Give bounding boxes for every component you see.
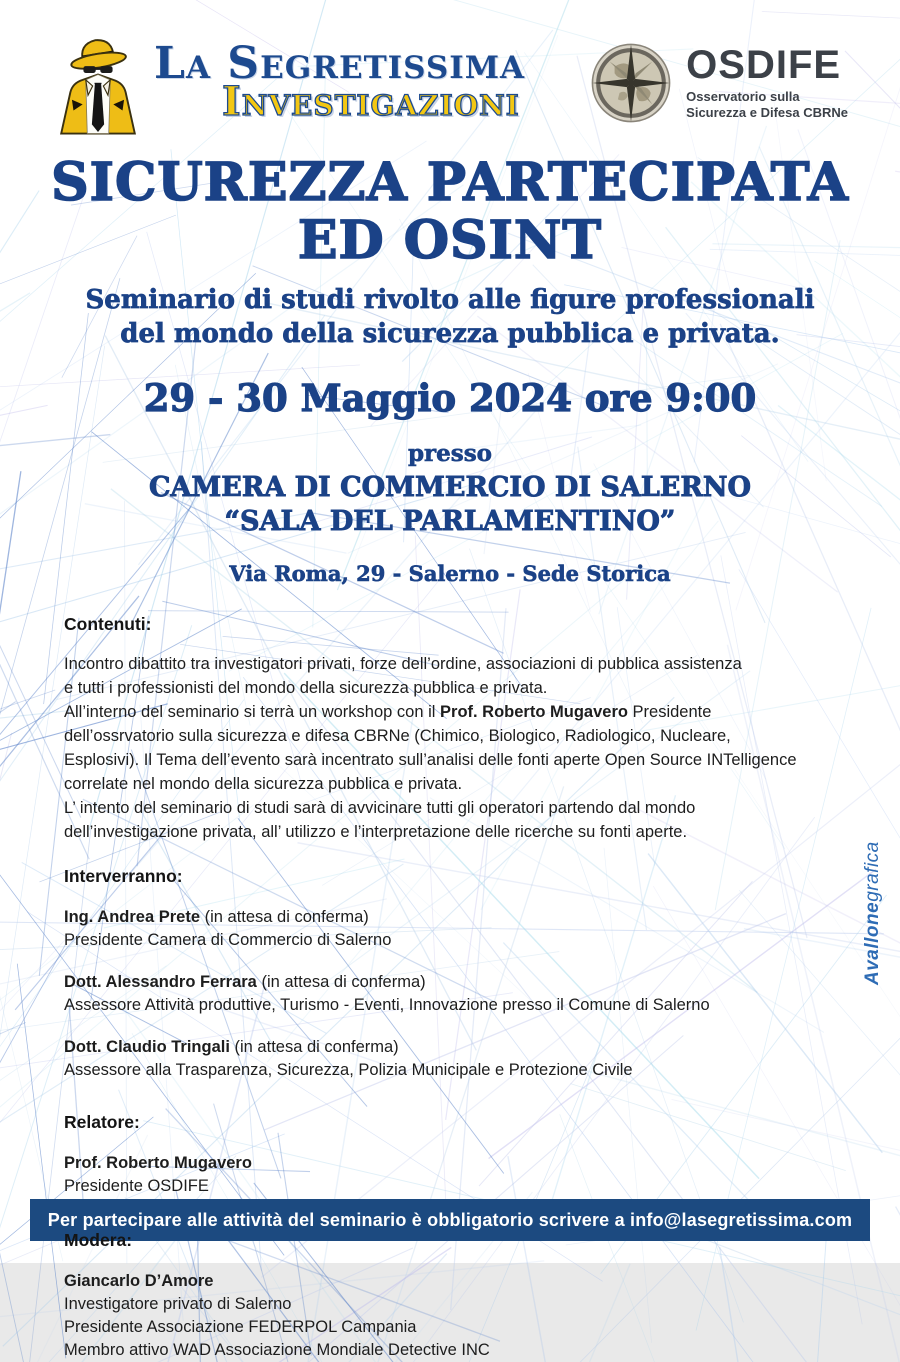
title-line1: SICUREZZA PARTECIPATA	[51, 152, 849, 213]
detective-icon	[52, 34, 144, 138]
speaker-block: Dott. Claudio Tringali (in attesa di conferma) Assessore alla Trasparenza, Sicurezza, Polizia Municipale e Protezione Civile	[64, 1037, 633, 1079]
contenuti-heading: Contenuti:	[64, 613, 152, 634]
venue-line1: CAMERA DI COMMERCIO DI SALERNO	[148, 472, 752, 504]
interverranno-speakers	[64, 906, 844, 1082]
footer-text: Per partecipare alle attività del seminario è obbligatorio scrivere a info@lasegretissima.com	[47, 1209, 853, 1230]
osdife-subtitle: Osservatorio sulla Sicurezza e Difesa CBRNe	[686, 88, 848, 120]
paragraph-line: dell’investigazione privata, all’ utilizzo e l’interpretazione delle ricerche su fonti aperte.	[64, 822, 688, 841]
paragraph-line: dell’ossrvatorio sulla sicurezza e difesa CBRNe (Chimico, Biologico, Radiologico, Nucleare,	[64, 726, 731, 745]
segretissima-line2: Investigazioni	[222, 78, 520, 125]
header	[0, 0, 900, 138]
watermark-avallonegrafica: Avallonegrafica	[862, 841, 883, 985]
venue-line2: “SALA DEL PARLAMENTINO”	[224, 505, 676, 537]
modera-heading: Modera:	[64, 1229, 133, 1250]
relatore-heading: Relatore:	[64, 1111, 140, 1132]
osdife-wordmark	[686, 42, 848, 122]
speaker-block: Giancarlo D’Amore Investigatore privato di Salerno Presidente Associazione FEDERPOL Campania Membro attivo WAD Associazione Mondiale Detective INC	[64, 1271, 490, 1359]
modera-speakers	[64, 1270, 844, 1362]
paragraph-line: L’ intento del seminario di studi sarà di avvicinare tutti gli operatori partendo dal mondo	[64, 798, 696, 817]
paragraph-line: Incontro dibattito tra investigatori privati, forze dell’ordine, associazioni di pubblica assistenza	[64, 654, 742, 673]
speaker-block: Ing. Andrea Prete (in attesa di conferma) Presidente Camera di Commercio di Salerno	[64, 907, 392, 949]
subtitle: Seminario di studi rivolto alle figure professionali del mondo della sicurezza pubblica e privata.	[85, 285, 815, 350]
interverranno-heading: Interverranno:	[64, 865, 183, 886]
event-date: 29 - 30 Maggio 2024 ore 9:00	[143, 376, 757, 421]
paragraph-line: e tutti i professionisti del mondo della sicurezza pubblica e privata.	[64, 678, 548, 697]
segretissima-logo	[52, 34, 525, 138]
title-line2: ED OSINT	[297, 210, 603, 272]
speaker-block: Dott. Alessandro Ferrara (in attesa di conferma) Assessore Attività produttive, Turismo - Eventi, Innovazione presso il Comune di Salerno	[64, 972, 710, 1014]
osdife-compass-icon	[590, 42, 672, 124]
contenuti-paragraph	[64, 652, 844, 844]
segretissima-line1: La Segretissima	[154, 38, 526, 89]
body-column	[0, 614, 900, 1362]
osdife-name: OSDIFE	[686, 42, 842, 87]
main-title	[0, 154, 900, 270]
event-address: Via Roma, 29 - Salerno - Sede Storica	[229, 560, 671, 586]
speaker-block: Prof. Roberto Mugavero Presidente OSDIFE	[64, 1153, 252, 1195]
segretissima-wordmark	[154, 38, 526, 125]
event-presso: presso	[407, 440, 493, 468]
paragraph-line: Esplosivi). Il Tema dell’evento sarà incentrato sull’analisi delle fonti aperte Open Source INTelligence	[64, 750, 797, 769]
paragraph-line: All’interno del seminario si terrà un workshop con il Prof. Roberto Mugavero Presidente	[64, 702, 712, 721]
paragraph-line: correlate nel mondo della sicurezza pubblica e privata.	[64, 774, 463, 793]
event-venue	[0, 471, 900, 539]
relatore-speakers	[64, 1152, 844, 1198]
osdife-logo	[590, 42, 848, 124]
